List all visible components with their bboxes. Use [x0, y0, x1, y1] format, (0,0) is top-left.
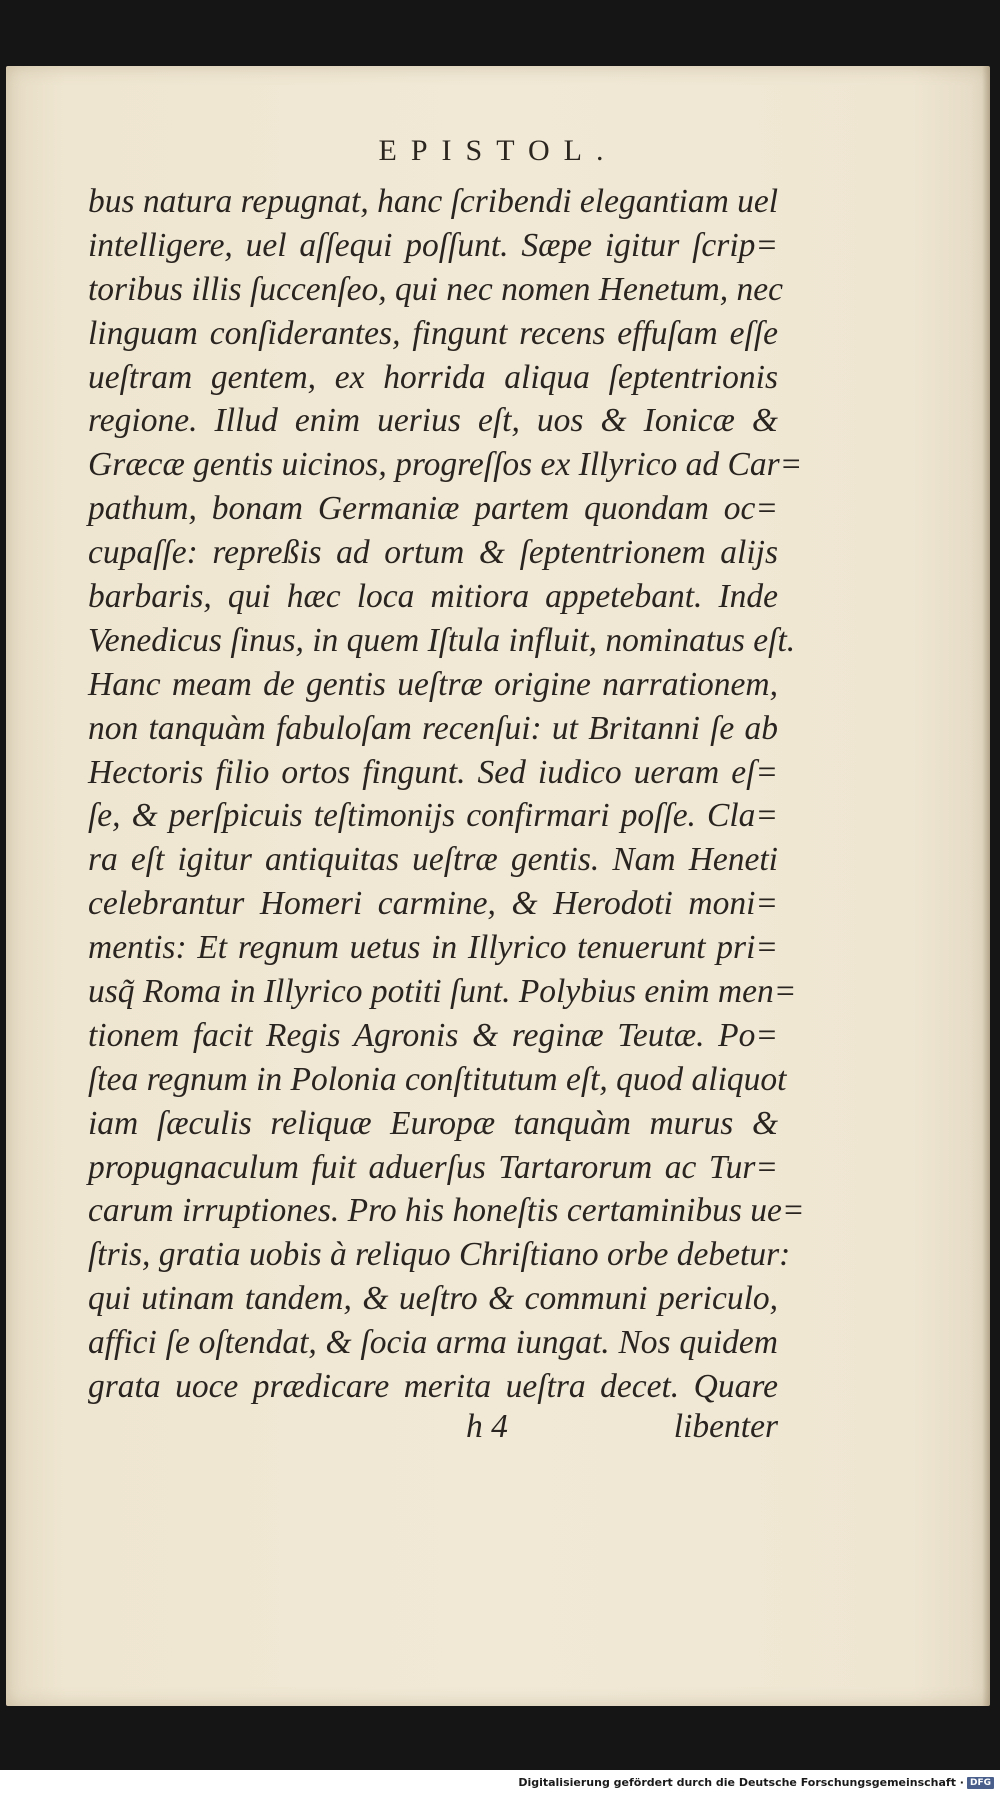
dfg-logo: DFG [967, 1777, 994, 1789]
text-line: mentis: Et regnum uetus in Illyrico tenuerunt pri= [88, 929, 778, 967]
text-line: ſtea regnum in Polonia conſtitutum eſt, quod aliquot [88, 1060, 787, 1098]
text-line: intelligere, uel aſſequi poſſunt. Sæpe igitur ſcrip= [88, 226, 778, 264]
catchword: libenter [673, 1408, 778, 1445]
text-line: qui utinam tandem, & ueſtro & communi periculo, [88, 1280, 778, 1318]
text-line: bus natura repugnat, hanc ſcribendi elegantiam uel [88, 183, 779, 220]
body-text [88, 180, 805, 1409]
page-edge-shadow [982, 66, 990, 1706]
text-line: iam ſæculis reliquæ Europæ tanquàm murus & [88, 1104, 778, 1142]
text-line: celebrantur Homeri carmine, & Herodoti moni= [88, 885, 778, 923]
text-line: carum irruptiones. Pro his honeſtis certaminibus ue= [88, 1192, 805, 1230]
text-line: Græcæ gentis uicinos, progreſſos ex Illyrico ad Car= [88, 446, 803, 484]
text-line: non tanquàm fabuloſam recenſui: ut Britanni ſe ab [88, 709, 778, 747]
book-page [6, 66, 990, 1706]
text-line: grata uoce prædicare merita ueſtra decet. Quare [88, 1368, 778, 1406]
text-line: cupaſſe: repreßis ad ortum & ſeptentrionem alijs [88, 534, 778, 572]
text-line: regione. Illud enim uerius eſt, uos & Ionicæ & [88, 402, 778, 440]
text-line: toribus illis ſuccenſeo, qui nec nomen Henetum, nec [88, 270, 783, 308]
text-line: ra eſt igitur antiquitas ueſtræ gentis. Nam Heneti [88, 841, 778, 879]
text-line: pathum, bonam Germaniæ partem quondam oc= [88, 490, 778, 528]
signature-mark: h 4 [466, 1408, 508, 1445]
text-line: ſtris, gratia uobis à reliquo Chriſtiano orbe debetur: [88, 1236, 791, 1274]
text-line: Hanc meam de gentis ueſtræ origine narrationem, [88, 665, 778, 703]
text-line: Venedicus ſinus, in quem Iſtula influit, nominatus eſt. [88, 621, 796, 659]
text-line: usq̃ Roma in Illyrico potiti ſunt. Polybius enim men= [88, 973, 797, 1011]
text-line: barbaris, qui hæc loca mitiora appetebant. Inde [88, 578, 778, 616]
credit-text: Digitalisierung gefördert durch die Deutsche Forschungsgemeinschaft · [518, 1776, 964, 1789]
text-line: affici ſe oſtendat, & ſocia arma iungat. Nos quidem [88, 1324, 778, 1362]
running-head: EPISTOL. [378, 134, 618, 167]
digitization-credit [518, 1776, 994, 1789]
text-line: ſe, & perſpicuis teſtimonijs confirmari poſſe. Cla= [88, 797, 778, 835]
text-line: ueſtram gentem, ex horrida aliqua ſeptentrionis [88, 358, 778, 396]
text-line: linguam conſiderantes, fingunt recens effuſam eſſe [88, 314, 778, 352]
text-line: Hectoris filio ortos fingunt. Sed iudico ueram eſ= [88, 753, 778, 791]
signature-line [88, 1408, 778, 1452]
text-line: propugnaculum fuit aduerſus Tartarorum ac Tur= [88, 1148, 778, 1186]
text-line: tionem facit Regis Agronis & reginæ Teutæ. Po= [88, 1016, 778, 1054]
